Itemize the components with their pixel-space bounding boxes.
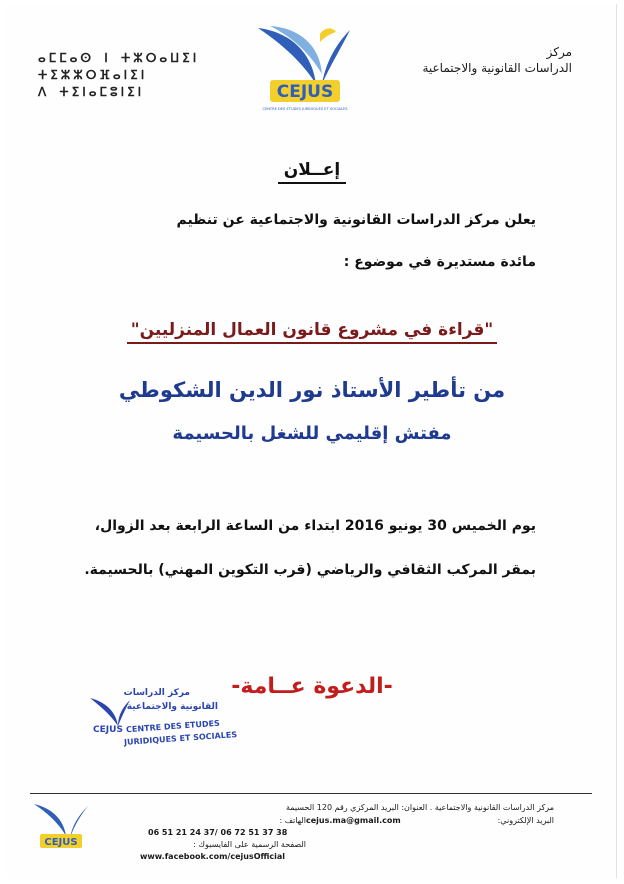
header-center-name — [422, 44, 572, 76]
announcement-title-text: إعــلان — [278, 160, 346, 184]
stamp-ar-line2: القانونية والاجتماعية — [126, 702, 218, 712]
footer-divider — [30, 793, 592, 794]
tifinagh-line1: ⴰⵎⵎⴰⵙ ⵏ ⵜⵣⵔⴰⵡⵉⵏ — [38, 51, 200, 65]
footer-facebook-label: الصفحة الرسمية على الفايسبوك : — [193, 840, 306, 849]
cejus-logo — [250, 22, 358, 120]
organization-stamp — [86, 688, 236, 752]
announcement-title — [0, 160, 624, 180]
intro-line2: مائدة مستديرة في موضوع : — [343, 254, 536, 270]
tifinagh-line3: ⴷ ⵜⵉⵏⴰⵎⵓⵏⵉⵏ — [38, 85, 145, 99]
footer-logo-wing — [34, 804, 66, 836]
logo-subtext: CENTRE DES ETUDES JURIDIQUES ET SOCIALES — [262, 107, 348, 111]
intro-line1: يعلن مركز الدراسات القانونية والاجتماعية عن تنظيم — [176, 212, 536, 228]
logo-wing-right — [322, 30, 350, 84]
event-date-time: يوم الخميس 30 يونيو 2016 ابتداء من الساعة الرابعة بعد الزوال، — [94, 518, 536, 534]
logo-leaf — [320, 28, 336, 42]
stamp-fr-line1: CENTRE DES ETUDES — [125, 718, 221, 735]
tifinagh-line2: ⵜⵉⵣⵣⵔⴼⴰⵏⵉⵏ — [38, 68, 148, 82]
footer-email: cejus.ma@gmail.com — [306, 816, 401, 825]
presenter-position: مفتش إقليمي للشغل بالحسيمة — [172, 423, 452, 444]
presenter: من تأطير الأستاذ نور الدين الشكوطي — [118, 378, 506, 402]
footer-logo-wing-right — [70, 806, 88, 838]
stamp-logo-text: CEJUS — [93, 725, 123, 735]
header-tifinagh-name — [38, 50, 199, 101]
footer-logo-text: CEJUS — [44, 837, 78, 848]
stamp-fr-line2: JURIDIQUES ET SOCIALES — [123, 730, 238, 747]
public-invitation: -الدعوة عــامة- — [231, 674, 393, 699]
center-name-line2: الدراسات القانونية والاجتماعية — [422, 61, 572, 75]
logo-wing-blue — [258, 28, 316, 84]
stamp-logo-wing — [90, 698, 118, 726]
subject-text: "قراءة في مشروع قانون العمال المنزليين" — [127, 320, 498, 344]
footer-phone: 06 51 21 24 37/ 06 72 51 37 38 — [148, 828, 288, 837]
footer-email-label: البريد الإلكتروني: — [497, 816, 554, 825]
round-table-subject — [0, 320, 624, 340]
stamp-logo — [86, 696, 132, 736]
footer-phone-label: الهاتف : — [279, 816, 306, 825]
stamp-ar-line1: مركز الدراسات — [123, 688, 190, 698]
footer-facebook: www.facebook.com/cejusOfficial — [140, 852, 286, 861]
footer-address: مركز الدراسات القانونية والاجتماعية . العنوان: البريد المركزي رقم 120 الحسيمة — [285, 803, 554, 812]
footer-logo — [30, 800, 92, 854]
center-name-line1: مركز — [546, 45, 572, 59]
event-venue: بمقر المركب الثقافي والرياضي (قرب التكوين المهني) بالحسيمة. — [84, 562, 536, 578]
logo-text: CEJUS — [276, 82, 334, 102]
